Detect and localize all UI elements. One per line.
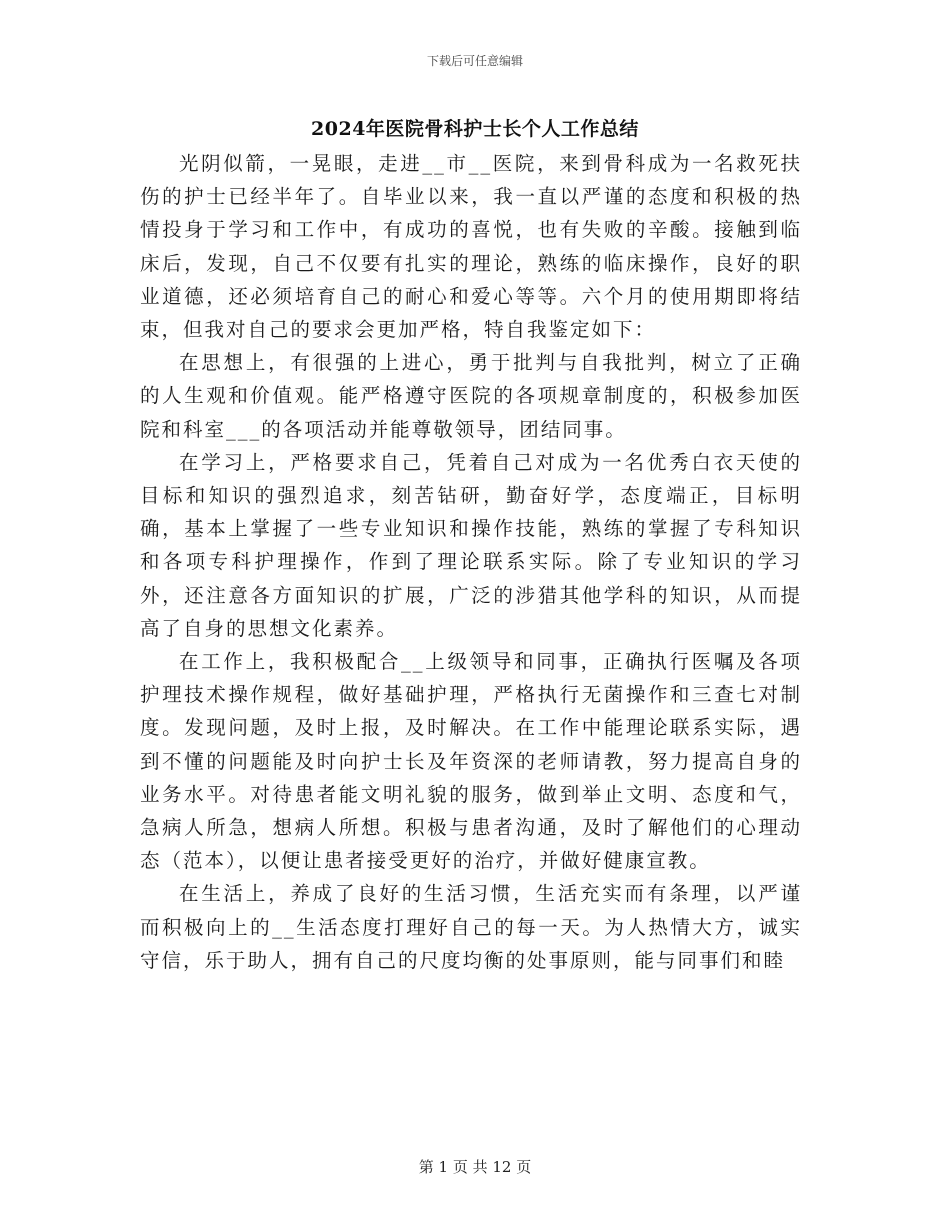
- page-header-note: 下载后可任意编辑: [426, 54, 523, 68]
- paragraph-life: 在生活上，养成了良好的生活习惯，生活充实而有条理，以严谨而积极向上的__生活态度打理好自己的每一天。为人热情大方，诚实守信，乐于助人，拥有自己的尺度均衡的处事原则，能与同事们和睦: [140, 882, 802, 972]
- page-number: 第 1 页 共 12 页: [418, 1158, 532, 1176]
- paragraph-intro: 光阴似箭，一晃眼，走进__市__医院，来到骨科成为一名救死扶伤的护士已经半年了。自毕业以来，我一直以严谨的态度和积极的热情投身于学习和工作中，有成功的喜悦，也有失败的辛酸。接触到临床后，发现，自己不仅要有扎实的理论，熟练的临床操作，良好的职业道德，还必须培育自己的耐心和爱心等等。六个月的使用期即将结束，但我对自己的要求会更加严格，特自我鉴定如下：: [140, 152, 802, 342]
- document-body: [140, 147, 802, 977]
- paragraph-work: 在工作上，我积极配合__上级领导和同事，正确执行医嘱及各项护理技术操作规程，做好基础护理，严格执行无菌操作和三查七对制度。发现问题，及时上报，及时解决。在工作中能理论联系实际，遇到不懂的问题能及时向护士长及年资深的老师请教，努力提高自身的业务水平。对待患者能文明礼貌的服务，做到举止文明、态度和气，急病人所急，想病人所想。积极与患者沟通，及时了解他们的心理动态（范本），以便让患者接受更好的治疗，并做好健康宣教。: [140, 650, 802, 873]
- paragraph-study: 在学习上，严格要求自己，凭着自己对成为一名优秀白衣天使的目标和知识的强烈追求，刻苦钻研，勤奋好学，态度端正，目标明确，基本上掌握了一些专业知识和操作技能，熟练的掌握了专科知识和各项专科护理操作，作到了理论联系实际。除了专业知识的学习外，还注意各方面知识的扩展，广泛的涉猎其他学科的知识，从而提高了自身的思想文化素养。: [140, 450, 802, 640]
- paragraph-thought: 在思想上，有很强的上进心，勇于批判与自我批判，树立了正确的人生观和价值观。能严格遵守医院的各项规章制度的，积极参加医院和科室___的各项活动并能尊敬领导，团结同事。: [140, 351, 802, 441]
- document-title: 2024年医院骨科护士长个人工作总结: [311, 118, 639, 140]
